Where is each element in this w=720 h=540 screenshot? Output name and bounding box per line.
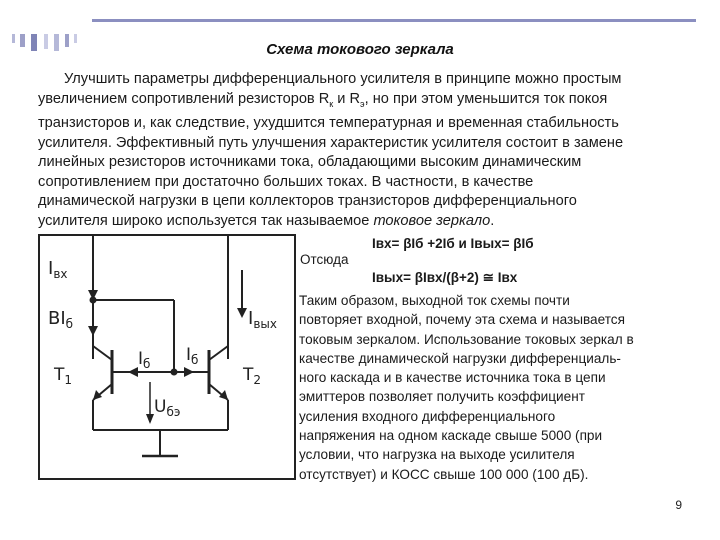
label-ib-right: I (186, 345, 192, 365)
svg-text:Iб (186, 345, 198, 367)
label-ib-left-sub: б (143, 357, 151, 371)
intro-line: динамической нагрузки в цепи коллекторов транзисторов дифференциального (38, 193, 577, 210)
arrow-right-icon (184, 367, 194, 377)
svg-text:Iвых (248, 308, 277, 331)
conclusion-line: усиления входного дифференциального (299, 408, 556, 424)
conclusion-line: Таким образом, выходной ток схемы почти (299, 293, 570, 308)
label-ube-sub: бэ (166, 405, 181, 419)
subscript: э (360, 98, 365, 109)
label-ube: U (154, 397, 167, 417)
label-beta-ib-sub: б (65, 317, 74, 331)
svg-text:Iвх (48, 258, 68, 281)
current-mirror-circuit (38, 234, 296, 480)
conclusion-line: качестве динамической нагрузки дифференциаль- (299, 350, 621, 366)
svg-text:T1 (53, 365, 72, 387)
intro-line: Улучшить параметры дифференциального усилителя в принципе можно простым (64, 71, 622, 87)
conclusion-line: эмиттеров позволяет получить коэффициент (299, 389, 585, 405)
intro-line: усилителя широко используется так называемое (38, 213, 374, 230)
conclusion-paragraph (299, 291, 711, 484)
label-t2: T (243, 365, 254, 385)
subscript: к (329, 98, 334, 109)
svg-text:Iб (138, 349, 150, 371)
label-i-out-sub: вых (253, 317, 277, 331)
conclusion-line: токовым зеркалом. Использование токовых зеркал в (299, 331, 634, 347)
intro-line: сопротивлением при достаточно больших токах. В частности, в качестве (38, 173, 534, 190)
node-dot (171, 369, 178, 376)
page-number: 9 (675, 498, 682, 512)
header-divider (92, 19, 696, 22)
arrow-left-icon (128, 367, 138, 377)
label-i-in: I (48, 258, 54, 279)
intro-line: , но при этом уменьшится ток покоя (364, 90, 608, 107)
label-t1-sub: 1 (64, 373, 73, 387)
label-t1: T (54, 365, 65, 385)
slide-title: Схема токового зеркала (266, 41, 454, 58)
intro-paragraph (38, 70, 698, 232)
conclusion-line: ного каскада и в качестве источника тока в цепи (299, 370, 606, 386)
emitter-arrow-icon (219, 390, 228, 400)
intro-line: транзисторов и, как следствие, ухудшится температурная и временная стабильность (38, 115, 619, 132)
conclusion-line: условии, что нагрузка на выходе усилителя (299, 447, 575, 463)
emitter-arrow-icon (93, 390, 102, 400)
intro-line: усилителя. Эффективный путь улучшения характеристик усилителя состоит в замене (38, 134, 624, 151)
label-i-in-sub: вх (53, 267, 68, 281)
label-ib-left: I (138, 349, 144, 369)
label-t2-sub: 2 (253, 373, 262, 387)
label-ib-right-sub: б (191, 353, 199, 367)
conclusion-line: напряжения на одном каскаде свыше 5000 (при (299, 428, 603, 444)
formula-output-current: Iвых= βIвх/(β+2) ≅ Iвх (372, 270, 518, 285)
formula-currents: Iвх= βIб +2Iб и Iвых= βIб (372, 236, 534, 251)
label-beta-ib: BI (48, 308, 66, 329)
conclusion-line: повторяет входной, почему эта схема и называется (299, 312, 625, 328)
label-i-out: I (248, 308, 254, 329)
svg-text:BIб (48, 308, 73, 331)
intro-italic-term: токовое зеркало (373, 213, 491, 230)
svg-text:Uбэ (154, 397, 180, 419)
circuit-frame (39, 235, 295, 479)
arrow-down-icon (237, 308, 247, 318)
intro-line: . (490, 213, 495, 230)
otsyuda-label: Отсюда (300, 252, 349, 267)
arrow-down-icon (146, 414, 154, 424)
conclusion-line: отсутствует) и КОСС свыше 100 000 (100 дБ). (299, 466, 589, 482)
intro-line: увеличением сопротивлений резисторов R (38, 90, 330, 107)
intro-line: линейных резисторов источниками тока, обладающими высоким динамическим (38, 154, 582, 171)
svg-text:T2 (242, 365, 261, 387)
intro-line: и R (333, 90, 361, 107)
